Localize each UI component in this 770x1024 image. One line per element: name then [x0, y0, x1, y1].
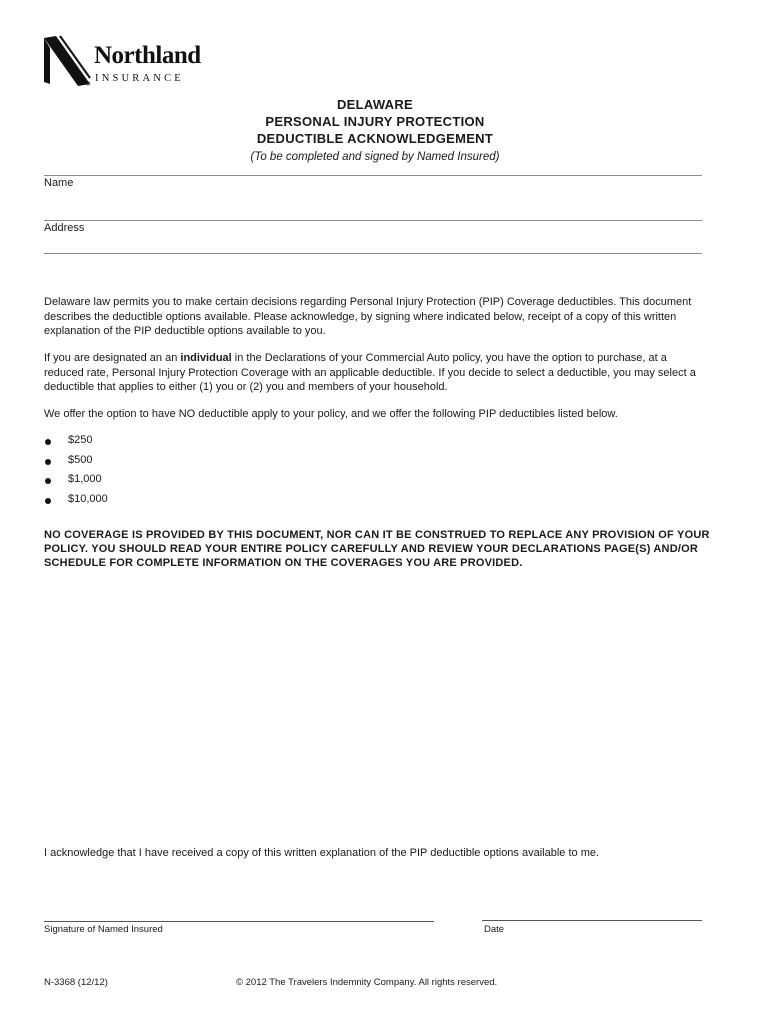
logo-registered-mark: ® [86, 82, 91, 88]
paragraph-intro: Delaware law permits you to make certain decisions regarding Personal Injury Protection (PIP) Coverage deductibles. This document describes the deductible options available. Please acknowledge, by signing where indicated below, receipt of a copy of this written explanation of the PIP deductible options available to you. [44, 296, 692, 337]
coverage-notice: NO COVERAGE IS PROVIDED BY THIS DOCUMENT, NOR CAN IT BE CONSTRUED TO REPLACE ANY PROVISION OF YOUR POLICY. YOU SHOULD READ YOUR ENTIRE POLICY CAREFULLY AND REVIEW YOUR DECLARATIONS PAGE(S) AND/OR SCHEDULE FOR COMPLETE INFORMATION ON THE COVERAGES YOU ARE PROVIDED. [44, 529, 710, 569]
deductible-amount: $250 [68, 434, 93, 446]
bullet-icon [45, 439, 51, 445]
logo-subtitle: INSURANCE [95, 73, 184, 84]
paragraph-individual [44, 351, 704, 395]
paragraph-options: We offer the option to have NO deductible apply to your policy, and we offer the following PIP deductibles listed below. [44, 408, 618, 420]
bullet-icon [45, 478, 51, 484]
bullet-icon [45, 459, 51, 465]
northland-logo-mark-icon [42, 34, 92, 88]
address-rule [44, 253, 702, 254]
acknowledgement-statement: I acknowledge that I have received a copy of this written explanation of the PIP deductible options available to me. [44, 847, 600, 859]
document-title [0, 96, 750, 165]
paragraph-individual-start: If you are designated an an [44, 352, 181, 364]
deductible-amount: $1,000 [68, 473, 102, 485]
deductible-amount: $10,000 [68, 492, 108, 505]
date-label: Date [484, 924, 505, 935]
date-rule [482, 920, 702, 921]
name-field[interactable] [44, 190, 702, 220]
paragraph-individual-end: in the Declarations of your Commercial Auto policy, you have the option to purchase, at a reduced rate, Personal Injury Protection Coverage with an applicable deductible. If you decide to select a deductible, you may select a deductible that applies to either (1) you or (2) you and members of your household. [44, 352, 696, 393]
title-coverage: PERSONAL INJURY PROTECTION [265, 114, 485, 129]
title-form: DEDUCTIBLE ACKNOWLEDGEMENT [256, 131, 494, 146]
title-state: DELAWARE [336, 97, 414, 112]
name-rule [44, 220, 702, 221]
signature-rule [44, 921, 434, 922]
address-label: Address [44, 222, 85, 234]
logo-wordmark: Northland [94, 42, 201, 69]
address-field[interactable] [44, 235, 702, 253]
signature-label: Signature of Named Insured [44, 924, 163, 935]
date-field[interactable] [482, 900, 702, 920]
bullet-icon [45, 498, 51, 504]
individual-emphasis: individual [180, 352, 232, 364]
form-number: N-3368 (12/12) [44, 977, 108, 988]
name-label: Name [44, 177, 74, 189]
title-instructions: (To be completed and signed by Named Insured) [250, 151, 500, 163]
deductible-amount: $500 [68, 453, 93, 466]
signature-field[interactable] [44, 900, 434, 921]
northland-logo [42, 34, 201, 92]
copyright: © 2012 The Travelers Indemnity Company. All rights reserved. [236, 977, 498, 988]
header-rule [44, 175, 702, 176]
